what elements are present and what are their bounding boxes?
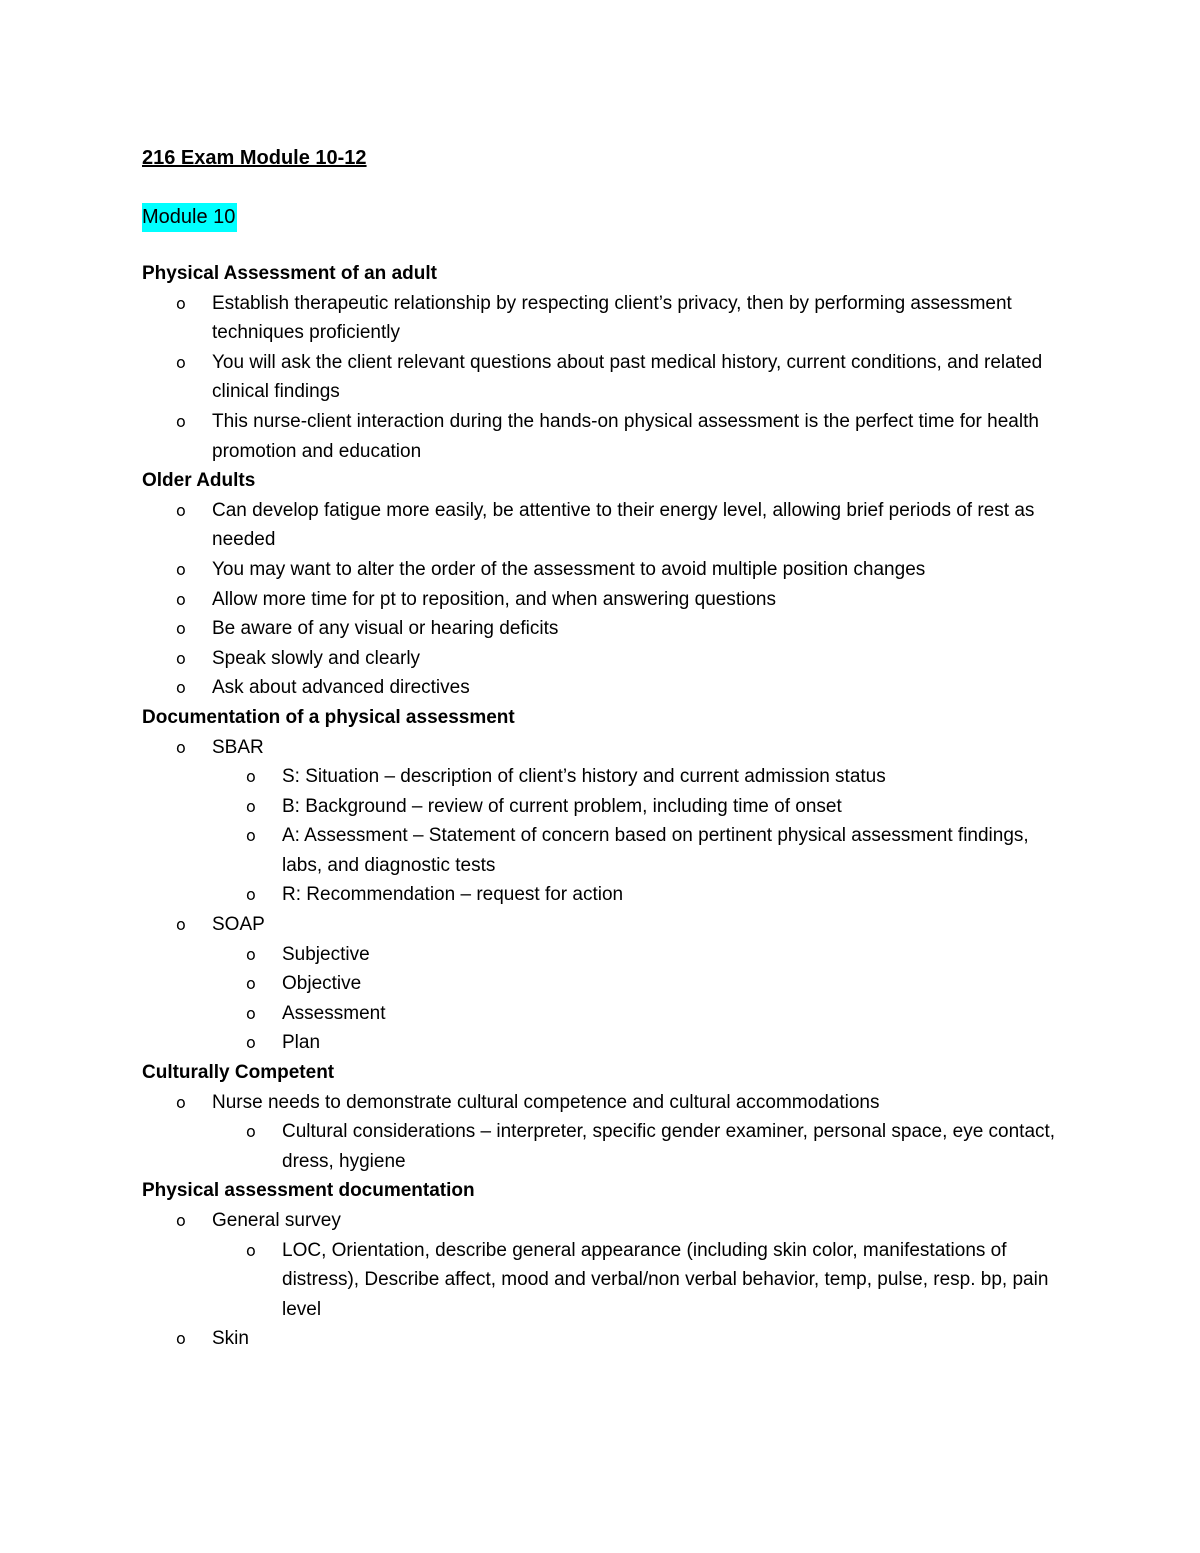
hollow-bullet-icon: o xyxy=(176,915,186,935)
section-heading: Older Adults xyxy=(142,470,256,492)
list-item-text: Ask about advanced directives xyxy=(212,677,470,699)
sub-list-item xyxy=(142,762,1070,792)
list-item xyxy=(142,614,1070,644)
list-item-text: SOAP xyxy=(212,914,265,936)
hollow-bullet-icon: o xyxy=(176,1329,186,1349)
sub-list-item xyxy=(142,999,1070,1029)
bullet-list xyxy=(142,1088,1070,1177)
sub-list-item xyxy=(142,1236,1070,1325)
hollow-bullet-icon: o xyxy=(246,885,256,905)
hollow-bullet-icon: o xyxy=(176,352,186,372)
list-item-text: SBAR xyxy=(212,736,264,758)
hollow-bullet-icon: o xyxy=(246,974,256,994)
list-item-text: You will ask the client relevant questions about past medical history, current conditions, and related clinical findings xyxy=(212,351,1043,403)
sub-bullet-list xyxy=(142,940,1070,1058)
sub-list-item xyxy=(142,1117,1070,1176)
list-item-text: You may want to alter the order of the assessment to avoid multiple position changes xyxy=(212,558,926,580)
sub-bullet-list xyxy=(142,1117,1070,1176)
list-item-text: Be aware of any visual or hearing deficits xyxy=(212,618,559,640)
section-heading: Culturally Competent xyxy=(142,1062,335,1084)
hollow-bullet-icon: o xyxy=(246,1240,256,1260)
sub-list-item xyxy=(142,792,1070,822)
sub-list-item xyxy=(142,940,1070,970)
sections-container xyxy=(142,259,1070,1354)
hollow-bullet-icon: o xyxy=(176,737,186,757)
hollow-bullet-icon: o xyxy=(246,826,256,846)
list-item xyxy=(142,733,1070,763)
hollow-bullet-icon: o xyxy=(176,411,186,431)
bullet-list xyxy=(142,496,1070,703)
sub-list-item-text: Plan xyxy=(282,1032,321,1054)
sub-list-item xyxy=(142,1028,1070,1058)
bullet-list xyxy=(142,733,1070,1059)
list-item xyxy=(142,1088,1070,1118)
hollow-bullet-icon: o xyxy=(246,1122,256,1142)
sub-list-item-text: Cultural considerations – interpreter, specific gender examiner, personal space, eye contact, dress, hygiene xyxy=(282,1121,1056,1172)
list-item xyxy=(142,910,1070,940)
sub-list-item-text: Subjective xyxy=(282,943,370,965)
section-heading: Physical assessment documentation xyxy=(142,1180,475,1202)
list-item-text: Can develop fatigue more easily, be attentive to their energy level, allowing brief periods of rest as needed xyxy=(212,499,1035,551)
hollow-bullet-icon: o xyxy=(176,678,186,698)
list-item xyxy=(142,1324,1070,1354)
list-item-text: Establish therapeutic relationship by respecting client’s privacy, then by performing assessment techniques proficiently xyxy=(212,292,1012,344)
sub-bullet-list xyxy=(142,762,1070,910)
sub-list-item-text: B: Background – review of current problem, including time of onset xyxy=(282,795,842,817)
list-item xyxy=(142,555,1070,585)
list-item xyxy=(142,348,1070,407)
list-item xyxy=(142,496,1070,555)
list-item xyxy=(142,585,1070,615)
list-item xyxy=(142,407,1070,466)
hollow-bullet-icon: o xyxy=(246,767,256,787)
list-item xyxy=(142,673,1070,703)
hollow-bullet-icon: o xyxy=(176,648,186,668)
hollow-bullet-icon: o xyxy=(176,589,186,609)
list-item-text: Allow more time for pt to reposition, and when answering questions xyxy=(212,588,776,610)
hollow-bullet-icon: o xyxy=(176,1092,186,1112)
list-item xyxy=(142,1206,1070,1236)
document-title: 216 Exam Module 10-12 xyxy=(142,147,367,169)
hollow-bullet-icon: o xyxy=(176,500,186,520)
section-heading: Physical Assessment of an adult xyxy=(142,263,437,284)
list-item-text: Nurse needs to demonstrate cultural competence and cultural accommodations xyxy=(212,1091,880,1113)
sub-list-item xyxy=(142,880,1070,910)
hollow-bullet-icon: o xyxy=(246,1003,256,1023)
sub-list-item-text: Objective xyxy=(282,973,362,995)
section-heading: Documentation of a physical assessment xyxy=(142,706,515,728)
module-heading: Module 10 xyxy=(142,203,237,232)
list-item-text: General survey xyxy=(212,1210,341,1231)
list-item-text: This nurse-client interaction during the hands-on physical assessment is the perfect time for health promotion and education xyxy=(212,410,1039,462)
sub-list-item-text: A: Assessment – Statement of concern based on pertinent physical assessment findings, labs, and diagnostic tests xyxy=(282,825,1029,876)
hollow-bullet-icon: o xyxy=(176,293,186,313)
sub-list-item-text: LOC, Orientation, describe general appearance (including skin color, manifestations of distress), Describe affect, mood and verbal/non verbal behavior, temp, pulse, resp. bp, pain level xyxy=(282,1239,1049,1320)
sub-list-item-text: Assessment xyxy=(282,1002,386,1024)
sub-bullet-list xyxy=(142,1236,1070,1325)
hollow-bullet-icon: o xyxy=(176,1211,186,1230)
hollow-bullet-icon: o xyxy=(176,559,186,579)
sub-list-item-text: S: Situation – description of client’s history and current admission status xyxy=(282,766,886,788)
list-item-text: Skin xyxy=(212,1328,249,1350)
hollow-bullet-icon: o xyxy=(246,1033,256,1053)
sub-list-item xyxy=(142,821,1070,880)
sub-list-item xyxy=(142,969,1070,999)
bullet-list xyxy=(142,1206,1070,1354)
hollow-bullet-icon: o xyxy=(246,796,256,816)
list-item xyxy=(142,289,1070,348)
hollow-bullet-icon: o xyxy=(246,944,256,964)
list-item-text: Speak slowly and clearly xyxy=(212,647,421,669)
bullet-list xyxy=(142,289,1070,467)
sub-list-item-text: R: Recommendation – request for action xyxy=(282,884,624,906)
list-item xyxy=(142,644,1070,674)
hollow-bullet-icon: o xyxy=(176,619,186,639)
